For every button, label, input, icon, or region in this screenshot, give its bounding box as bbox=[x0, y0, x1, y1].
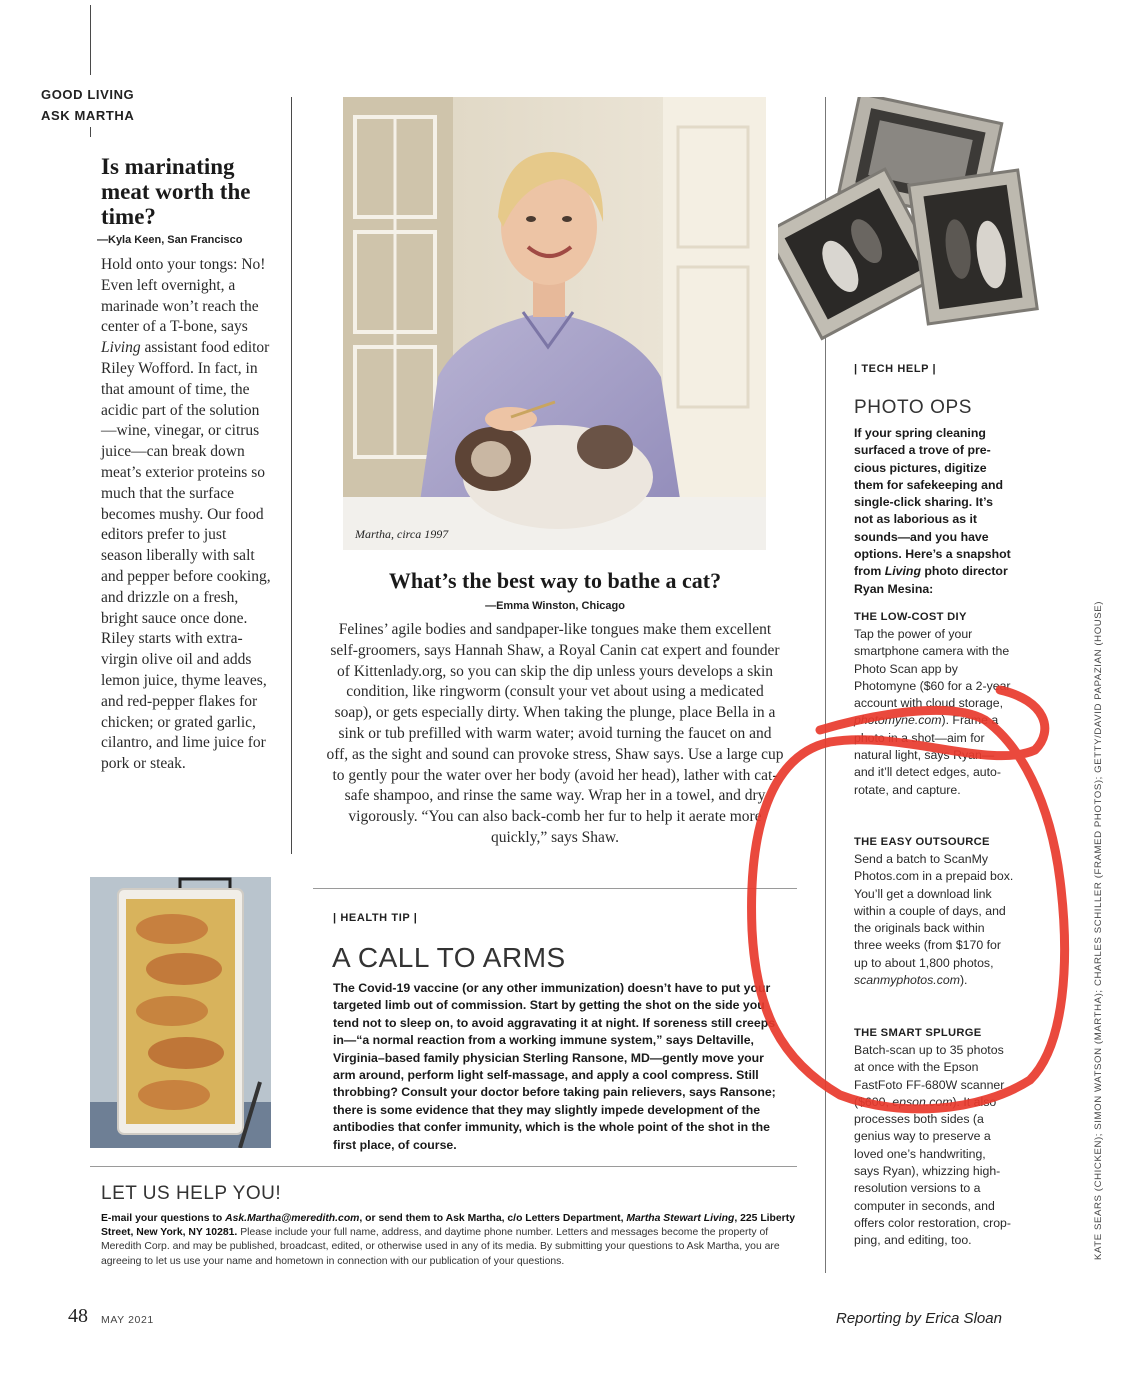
section-label-ask-martha: ASK MARTHA bbox=[41, 108, 135, 123]
question-2-title: What’s the best way to bathe a cat? bbox=[388, 568, 722, 593]
help-title: LET US HELP YOU! bbox=[101, 1183, 282, 1204]
reporting-credit: Reporting by Erica Sloan bbox=[836, 1310, 1002, 1327]
help-divider bbox=[90, 1166, 797, 1167]
help-body bbox=[101, 1212, 801, 1269]
question-1-title: Is marinating meat worth the time? bbox=[101, 154, 251, 229]
q1-body-italic: Living bbox=[101, 339, 141, 357]
center-divider bbox=[313, 888, 797, 889]
tip-body-low-cost-diy bbox=[854, 626, 1014, 799]
tip2-link[interactable]: scanmyphotos.com bbox=[854, 973, 960, 988]
tech-help-intro bbox=[854, 425, 1014, 598]
issue-date: MAY 2021 bbox=[101, 1314, 154, 1326]
framed-photos-illustration bbox=[778, 97, 1040, 342]
question-2-attribution: —Emma Winston, Chicago bbox=[485, 600, 625, 612]
martha-photo-illustration bbox=[343, 97, 766, 550]
help-bold-1: E-mail your questions to bbox=[101, 1213, 226, 1224]
tip-heading-smart-splurge: THE SMART SPLURGE bbox=[854, 1027, 982, 1039]
help-email-link[interactable]: Ask.Martha@meredith.com bbox=[225, 1213, 360, 1224]
photo-caption: Martha, circa 1997 bbox=[355, 527, 449, 541]
tip-body-easy-outsource bbox=[854, 851, 1014, 989]
section-tick-rule bbox=[90, 127, 91, 137]
tech-intro-part1: If your spring cleaning surfaced a trove of precious pictures, digitize them for safekeeping and single-click sharing. It’s not as laborious as it sounds—and you have options. Here’s a snapshot from bbox=[854, 426, 1011, 579]
tip-body-smart-splurge bbox=[854, 1042, 1014, 1250]
q1-body-part1: Hold onto your tongs: No! Even left overnight, a marinade won’t reach the center of a T-bone, says bbox=[101, 256, 266, 336]
question-2-answer: Felines’ agile bodies and sandpaper-like tongues make them excellent self-groomers, says Hannah Shaw, a Royal Canin cat expert and founder of Kittenlady.org, so you can skip the dip unless yours develops a skin condition, like ringworm (consult your vet about using a medicated soap), or gets especially dirty. When taking the plunge, place Bella in a sink or tub prefilled with warm water; avoid turning the faucet on and off, as the sight and sound can provoke stress, Shaw says. Use a large cup to gently pour the water over her body (avoid her head), lather with cat-safe shampoo, and rinse the same way. Wrap her in a towel, and dry vigorously. “You can also back-comb her fur to help it aerate more quickly,” says Shaw. bbox=[326, 621, 784, 846]
chicken-photo-illustration bbox=[90, 877, 271, 1148]
tech-intro-italic: Living bbox=[884, 564, 921, 579]
tip3-part2: ). It also processes both sides (a genius way to preserve a loved one’s handwriting, says Ryan), whizzing high-resolution versions to a computer in seconds, and offers color restoration, cropping, and editing, too. bbox=[854, 1094, 1011, 1248]
tip2-part2: ). bbox=[959, 973, 968, 988]
health-tip-body: The Covid-19 vaccine (or any other immunization) doesn’t have to put your targeted limb out of commission. Start by getting the shot on the side you tend not to sleep on, to avoid aggravating it at night. If soreness still creeps in—“a normal reaction from a working immune system,” says Deltaville, Virginia–based family physician Sterling Ransone, MD—gently move your arm around, perform light self-massage, and apply a cool compress. Still throbbing? Consult your doctor before taking pain relievers, says Ransone; there is some evidence that they may slightly impede development of the antibodies that confer immunity, which is the whole point of the shot in the first place, of course. bbox=[333, 981, 776, 1152]
tip2-part1: Send a batch to ScanMy Photos.com in a prepaid box. You’ll get a download link within a couple of days, and the originals back within three weeks (from $170 for up to about 1,800 photos, bbox=[854, 852, 1014, 970]
tip-heading-easy-outsource: THE EASY OUTSOURCE bbox=[854, 836, 990, 848]
health-tip-title: A CALL TO ARMS bbox=[332, 942, 566, 973]
left-column-rule bbox=[291, 97, 292, 854]
help-fine-print: Please include your full name, address, and daytime phone number. Letters and messages become the property of Meredith Corp. and may be published, broadcast, edited, or otherwise used in any of its media. By submitting your questions to Ask Martha, you are agreeing to let us use your name and hometown in connection with our publication of your questions. bbox=[101, 1227, 780, 1267]
tip1-link[interactable]: photomyne.com bbox=[854, 713, 942, 728]
help-bold-2: , or send them to Ask Martha, c/o Letters Department, bbox=[359, 1213, 627, 1224]
tip3-part1: Batch-scan up to 35 photos at once with the Epson FastFoto FF-680W scanner ($600, bbox=[854, 1043, 1005, 1109]
tech-intro-part2: photo director Ryan Mesina: bbox=[854, 564, 1008, 596]
health-tip-tag: | HEALTH TIP | bbox=[333, 912, 418, 924]
martha-photo bbox=[343, 97, 766, 550]
tip1-part2: ). Frame a photo in a shot—aim for natural light, says Ryan—and it’ll detect edges, autorotate, and capture. bbox=[854, 713, 1001, 797]
tip-heading-low-cost-diy: THE LOW-COST DIY bbox=[854, 611, 967, 623]
help-magazine: Martha Stewart Living bbox=[626, 1213, 735, 1224]
tip3-link[interactable]: epson.com bbox=[892, 1094, 953, 1109]
section-label-good-living: GOOD LIVING bbox=[41, 87, 135, 102]
photo-credits: KATE SEARS (CHICKEN); SIMON WATSON (MARTHA); CHARLES SCHILLER (FRAMED PHOTOS); GETTY/DAVID PAPAZIAN (HOUSE) bbox=[1093, 600, 1104, 1260]
framed-photos-image bbox=[778, 97, 1040, 342]
tip1-part1: Tap the power of your smartphone camera with the Photo Scan app by Photomyne ($60 for a 2-year account with cloud storage, bbox=[854, 627, 1011, 711]
tech-help-title: PHOTO OPS bbox=[854, 397, 973, 418]
section-label bbox=[41, 84, 134, 126]
help-bold-3: , 225 Liberty Street, New York, NY 10281. bbox=[101, 1213, 795, 1239]
q1-body-part2: assistant food editor Riley Wofford. In fact, in that amount of time, the acidic part of the solution—wine, vinegar, or citrus juice—can break down meat’s exterior proteins so much that the surface becomes mushy. Our food editors prefer to just season liberally with salt and pepper before cooking, and drizzle on a fresh, bright sauce once done. Riley starts with extra-virgin olive oil and adds lemon juice, thyme leaves, and red-pepper flakes for chicken; or grated garlic, cilantro, and lime juice for pork or steak. bbox=[101, 339, 271, 773]
tech-help-tag: | TECH HELP | bbox=[854, 363, 937, 375]
page-number: 48 bbox=[68, 1305, 88, 1327]
question-1-answer bbox=[101, 255, 271, 775]
top-left-rule bbox=[90, 5, 91, 75]
chicken-photo bbox=[90, 877, 271, 1148]
question-1-attribution: —Kyla Keen, San Francisco bbox=[97, 234, 243, 246]
